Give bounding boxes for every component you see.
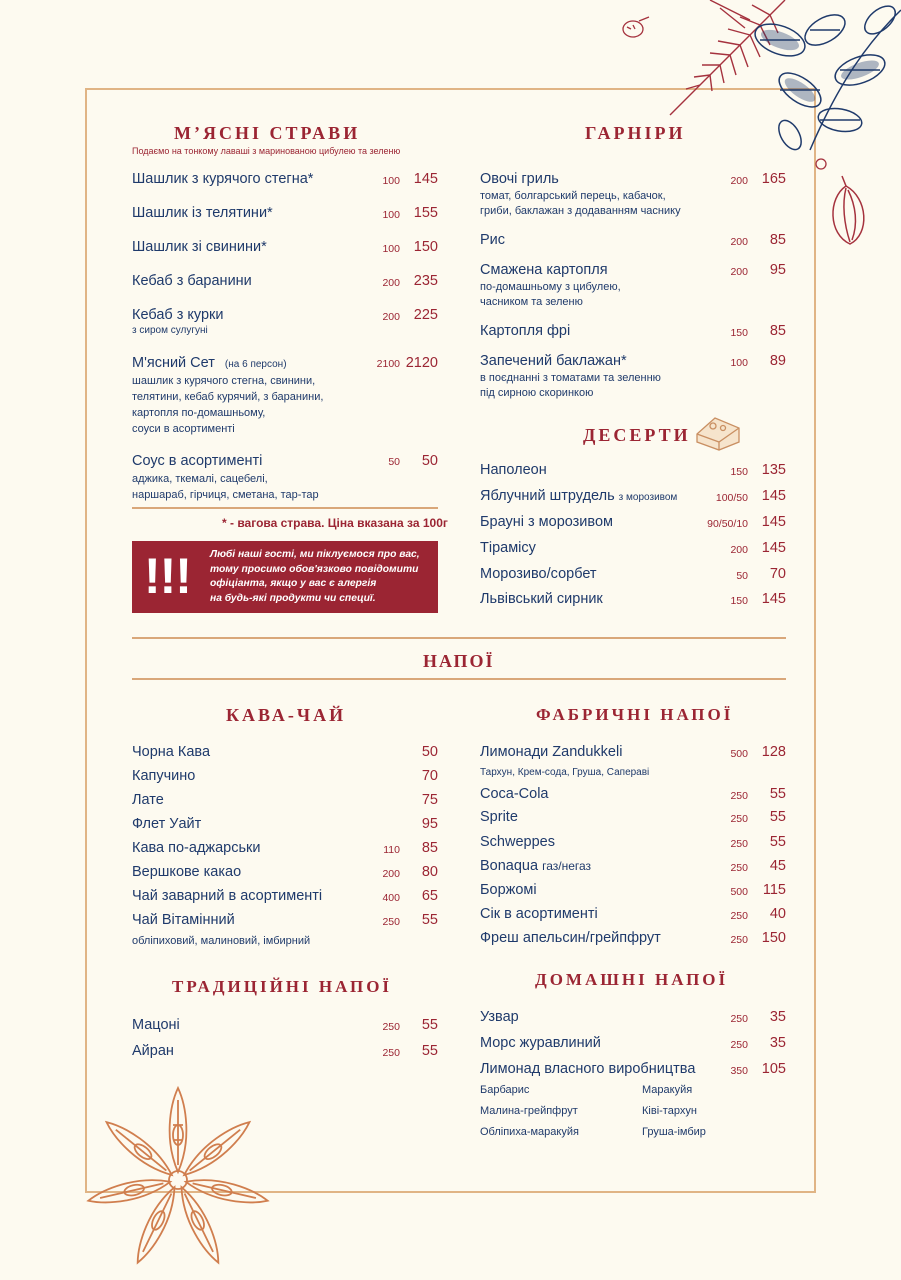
item-weight: 200 bbox=[382, 311, 400, 323]
item-name: Кебаб з баранини bbox=[132, 273, 252, 289]
star-anise-icon bbox=[78, 1080, 278, 1280]
allergy-alert bbox=[132, 541, 438, 613]
section-title-garnish: ГАРНІРИ bbox=[585, 123, 686, 143]
item-weight: 100 bbox=[382, 243, 400, 255]
item-weight: 100 bbox=[730, 357, 748, 369]
item-price: 55 bbox=[421, 912, 438, 928]
item-name: Лимонад власного виробництва bbox=[480, 1061, 696, 1077]
item-name bbox=[132, 355, 287, 371]
item-name: Флет Уайт bbox=[132, 816, 202, 832]
section-title-meat: М’ЯСНІ СТРАВИ bbox=[174, 123, 361, 143]
item-price: 235 bbox=[413, 273, 438, 289]
alert-line: Любі наші гості, ми піклуємося про вас, bbox=[210, 549, 420, 560]
item-desc: томат, болгарський перець, кабачок, bbox=[480, 190, 666, 202]
item-extra: газ/негаз bbox=[542, 859, 592, 873]
item-price: 55 bbox=[769, 809, 786, 825]
item-name: Соус в асортименті bbox=[132, 453, 263, 469]
item-name: Капучино bbox=[132, 768, 196, 784]
item-price: 95 bbox=[421, 816, 438, 832]
item-desc: соуси в асортименті bbox=[132, 423, 235, 435]
item-name: Шашлик з курячого стегна* bbox=[132, 171, 314, 187]
lemonade-flavor: Малина-грейпфрут bbox=[480, 1105, 578, 1117]
item-weight: 250 bbox=[730, 862, 748, 874]
item-price: 50 bbox=[421, 744, 438, 760]
item-name-text: М'ясний Сет bbox=[132, 355, 215, 371]
item-name: Смажена картопля bbox=[480, 262, 608, 278]
item-name: Морозиво/сорбет bbox=[480, 566, 597, 582]
item-name: Рис bbox=[480, 232, 506, 248]
item-price: 70 bbox=[421, 768, 438, 784]
item-price: 45 bbox=[769, 858, 786, 874]
item-weight: 500 bbox=[730, 748, 748, 760]
item-price: 55 bbox=[421, 1017, 438, 1033]
item-price: 85 bbox=[421, 840, 438, 856]
item-desc: аджика, ткемалі, сацебелі, bbox=[132, 473, 268, 485]
item-name: Айран bbox=[132, 1043, 174, 1059]
item-price: 150 bbox=[761, 930, 786, 946]
item-name: Узвар bbox=[480, 1009, 519, 1025]
weight-footnote: * - вагова страва. Ціна вказана за 100г bbox=[222, 516, 448, 530]
item-desc: з сиром сулугуні bbox=[132, 325, 208, 336]
item-price: 55 bbox=[769, 834, 786, 850]
item-weight: 400 bbox=[382, 892, 400, 904]
item-price: 35 bbox=[769, 1035, 786, 1051]
alert-line: на будь-які продукти чи специї. bbox=[210, 592, 376, 604]
item-weight: 250 bbox=[382, 1021, 400, 1033]
item-price: 2120 bbox=[405, 355, 438, 371]
item-weight: 110 bbox=[383, 844, 400, 856]
item-weight: 150 bbox=[730, 595, 748, 607]
item-price: 165 bbox=[761, 171, 786, 187]
item-weight: 250 bbox=[730, 838, 748, 850]
item-name: Кебаб з курки bbox=[132, 307, 224, 323]
item-desc: картопля по-домашньому, bbox=[132, 407, 266, 419]
item-name-text: Яблучний штрудель bbox=[480, 488, 615, 504]
item-name: Кава по-аджарськи bbox=[132, 840, 261, 856]
item-weight: 200 bbox=[730, 266, 748, 278]
item-name: Schweppes bbox=[480, 834, 555, 850]
divider bbox=[132, 678, 786, 680]
item-name-text: Bonaqua bbox=[480, 858, 539, 874]
item-desc: під сирною скоринкою bbox=[480, 387, 594, 399]
item-name: Вершкове какао bbox=[132, 864, 242, 880]
section-title-drinks: НАПОЇ bbox=[423, 651, 495, 671]
lemonade-flavor: Ківі-тархун bbox=[642, 1105, 697, 1117]
item-name: Картопля фрі bbox=[480, 323, 571, 339]
item-weight: 200 bbox=[730, 236, 748, 248]
item-name bbox=[480, 858, 591, 874]
item-desc: наршараб, гірчиця, сметана, тар-тар bbox=[132, 489, 319, 501]
item-name: Шашлик зі свинини* bbox=[132, 239, 267, 255]
divider bbox=[132, 507, 438, 509]
divider bbox=[132, 637, 786, 639]
item-weight: 250 bbox=[730, 934, 748, 946]
item-name: Овочі гриль bbox=[480, 171, 559, 187]
item-price: 95 bbox=[769, 262, 786, 278]
item-weight: 250 bbox=[730, 1039, 748, 1051]
alert-line: тому просимо обов'язково повідомити bbox=[210, 563, 419, 575]
lemonade-flavor: Барбарис bbox=[480, 1084, 530, 1096]
item-name: Sprite bbox=[480, 809, 518, 825]
item-name: Тірамісу bbox=[480, 540, 536, 556]
exclamation-icon: !!! bbox=[144, 548, 191, 604]
item-weight: 2100 bbox=[376, 358, 400, 370]
item-name: Coca-Cola bbox=[480, 786, 549, 802]
item-price: 89 bbox=[769, 353, 786, 369]
item-price: 65 bbox=[421, 888, 438, 904]
item-desc: в поєднанні з томатами та зеленню bbox=[480, 372, 661, 384]
item-price: 145 bbox=[761, 540, 786, 556]
item-name: Сік в асортименті bbox=[480, 906, 598, 922]
item-desc: по-домашньому з цибулею, bbox=[480, 281, 621, 293]
item-name: Запечений баклажан* bbox=[480, 353, 627, 369]
item-name: Чорна Кава bbox=[132, 744, 211, 760]
item-weight: 250 bbox=[382, 1047, 400, 1059]
item-price: 70 bbox=[769, 566, 786, 582]
item-desc: часником та зеленю bbox=[480, 296, 583, 308]
item-name: Чай заварний в асортименті bbox=[132, 888, 323, 904]
item-weight: 250 bbox=[730, 910, 748, 922]
item-name: Чай Вітамінний bbox=[132, 912, 235, 928]
item-price: 75 bbox=[421, 792, 438, 808]
alert-line: офіціанта, якщо у вас є алергія bbox=[210, 578, 377, 589]
item-desc: Тархун, Крем-сода, Груша, Сапераві bbox=[480, 767, 650, 778]
lemonade-flavor: Маракуйя bbox=[642, 1084, 693, 1096]
item-desc: гриби, баклажан з додаванням часнику bbox=[480, 205, 681, 217]
item-weight: 250 bbox=[730, 1013, 748, 1025]
item-name bbox=[480, 488, 677, 504]
item-price: 145 bbox=[761, 591, 786, 607]
item-weight: 50 bbox=[388, 456, 400, 468]
item-price: 55 bbox=[769, 786, 786, 802]
item-price: 105 bbox=[761, 1061, 786, 1077]
section-title-homemade: ДОМАШНІ НАПОЇ bbox=[535, 970, 729, 989]
cardamom-pod-icon bbox=[826, 174, 872, 248]
item-name: Лимонади Zandukkeli bbox=[480, 744, 623, 760]
item-name: Шашлик із телятини* bbox=[132, 205, 273, 221]
item-name: Лате bbox=[132, 792, 164, 808]
item-price: 145 bbox=[761, 488, 786, 504]
item-desc: телятини, кебаб курячий, з баранини, bbox=[132, 391, 324, 403]
item-price: 85 bbox=[769, 232, 786, 248]
item-price: 145 bbox=[761, 514, 786, 530]
item-weight: 200 bbox=[730, 175, 748, 187]
item-weight: 150 bbox=[730, 327, 748, 339]
lemonade-flavor: Груша-імбир bbox=[642, 1126, 706, 1138]
item-weight: 250 bbox=[730, 790, 748, 802]
item-price: 40 bbox=[769, 906, 786, 922]
lemonade-flavor: Обліпиха-маракуйя bbox=[480, 1126, 579, 1138]
item-extra: з морозивом bbox=[618, 492, 678, 503]
item-name: Фреш апельсин/грейпфрут bbox=[480, 930, 661, 946]
item-weight: 90/50/10 bbox=[707, 518, 748, 530]
item-desc: обліпиховий, малиновий, імбирний bbox=[132, 935, 311, 947]
item-price: 80 bbox=[421, 864, 438, 880]
item-name: Морс журавлиний bbox=[480, 1035, 601, 1051]
item-weight: 200 bbox=[730, 544, 748, 556]
allergy-alert-text bbox=[210, 548, 432, 606]
item-note: (на 6 персон) bbox=[224, 359, 287, 370]
item-price: 55 bbox=[421, 1043, 438, 1059]
item-weight: 250 bbox=[382, 916, 400, 928]
item-weight: 100 bbox=[382, 175, 400, 187]
item-name: Наполеон bbox=[480, 462, 547, 478]
item-weight: 200 bbox=[382, 868, 400, 880]
item-price: 145 bbox=[413, 171, 438, 187]
item-weight: 200 bbox=[382, 277, 400, 289]
section-title-factory: ФАБРИЧНІ НАПОЇ bbox=[536, 705, 734, 724]
item-name: Мацоні bbox=[132, 1017, 180, 1033]
item-price: 35 bbox=[769, 1009, 786, 1025]
berry-small-icon bbox=[813, 156, 829, 172]
section-title-coffee: КАВА-ЧАЙ bbox=[226, 705, 347, 725]
item-name: Брауні з морозивом bbox=[480, 514, 613, 530]
section-title-desserts: ДЕСЕРТИ bbox=[583, 425, 691, 445]
dessert-slice-icon bbox=[693, 412, 743, 452]
item-price: 85 bbox=[769, 323, 786, 339]
item-desc: шашлик з курячого стегна, свинини, bbox=[132, 375, 316, 387]
item-weight: 350 bbox=[730, 1065, 748, 1077]
section-title-traditional: ТРАДИЦІЙНІ НАПОЇ bbox=[172, 977, 393, 996]
item-price: 128 bbox=[761, 744, 786, 760]
item-price: 150 bbox=[413, 239, 438, 255]
item-weight: 100 bbox=[382, 209, 400, 221]
item-weight: 100/50 bbox=[715, 492, 748, 504]
item-weight: 500 bbox=[730, 886, 748, 898]
meat-subtitle: Подаємо на тонкому лаваші з маринованою цибулею та зеленю bbox=[132, 146, 401, 156]
item-name: Львівський сирник bbox=[480, 591, 603, 607]
item-price: 155 bbox=[413, 205, 438, 221]
item-weight: 250 bbox=[730, 813, 748, 825]
item-price: 135 bbox=[761, 462, 786, 478]
item-price: 50 bbox=[421, 453, 438, 469]
leafy-branch-icon bbox=[750, 0, 901, 160]
item-price: 115 bbox=[762, 882, 786, 898]
berry-icon bbox=[619, 15, 653, 41]
item-weight: 150 bbox=[730, 466, 748, 478]
item-weight: 50 bbox=[736, 570, 748, 582]
item-name: Боржомі bbox=[480, 882, 537, 898]
item-price: 225 bbox=[413, 307, 438, 323]
